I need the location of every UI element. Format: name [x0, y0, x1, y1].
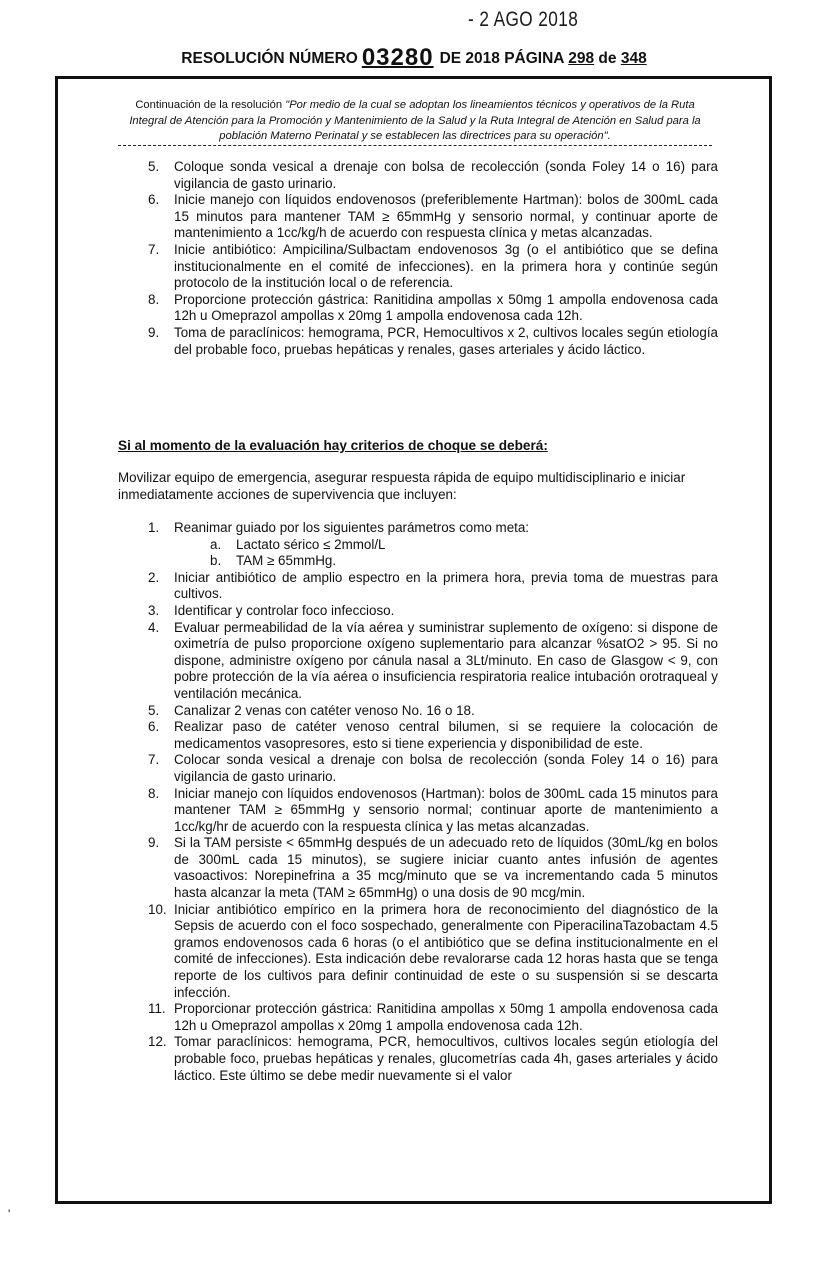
list-item-number: 10.	[148, 901, 167, 917]
page-current: 298	[568, 50, 595, 67]
list-item-text: Realizar paso de catéter venoso central bilumen, si se requiere la colocación de medicamentos vasopresores, esto si tiene experiencia y disponibilidad de este.	[174, 719, 718, 751]
list-item-text: Reanimar guiado por los siguientes parámetros como meta:	[174, 520, 530, 535]
list-item-text: Proporcione protección gástrica: Ranitidina ampollas x 50mg 1 ampolla endovenosa cada 12h u Omeprazol ampollas x 20mg 1 ampolla endovenosa cada 12h.	[174, 291, 718, 324]
list-item-number: 8.	[148, 785, 160, 801]
sub-list-item	[174, 553, 718, 570]
date-stamp: - 2 AGO 2018	[468, 8, 579, 31]
list-item-text: Identificar y controlar foco infeccioso.	[174, 602, 395, 618]
list-item	[148, 325, 718, 358]
sub-list	[174, 537, 718, 570]
list-item	[148, 603, 718, 620]
list-item-text: Toma de paraclínicos: hemograma, PCR, Hemocultivos x 2, cultivos locales según etiología del probable foco, pruebas hepáticas y renales, gases arteriales y ácido láctico.	[174, 324, 718, 357]
shock-intro-paragraph: Movilizar equipo de emergencia, asegurar respuesta rápida de equipo multidisciplinario e iniciar inmediatamente acciones de supervivencia que incluyen:	[118, 470, 686, 502]
page-of-label: de	[598, 50, 617, 67]
list-item-number: 6.	[148, 192, 160, 208]
list-item-text: Tomar paraclínicos: hemograma, PCR, hemocultivos, cultivos locales según etiología del probable foco, pruebas hepáticas y renales, glucometrías cada 4h, gases arteriales y ácido láctico. Este último se debe medir nuevamente si el valor	[174, 1034, 718, 1083]
list-item-text: Inicie manejo con líquidos endovenosos (preferiblemente Hartman): bolos de 300mL cada 15 minutos para mantener TAM ≥ 65mmHg y sensorio normal, y continuar aporte de mantenimiento a 1cc/kg/h de acuerdo con respuesta clínica y metas alcanzadas.	[174, 192, 718, 241]
subtitle-lead: Continuación de la resolución	[135, 99, 286, 111]
list-item	[148, 570, 718, 603]
list-item	[148, 159, 718, 192]
resolution-label: RESOLUCIÓN NÚMERO	[181, 50, 358, 67]
list-item-number: 7.	[148, 241, 160, 257]
resolution-number: 03280	[361, 44, 434, 71]
page-total: 348	[620, 50, 647, 67]
list-item-text: Iniciar antibiótico empírico en la primera hora de reconocimiento del diagnóstico de la Sepsis de acuerdo con el foco sospechado, generalmente con PiperacilinaTazobactam 4.5 gramos endovenosos cada 6 horas (o el antibiótico que se defina institucionalmente en el comité de infecciones). Esta indicación debe revalorarse cada 12 horas hasta que se tenga reporte de los cultivos para definir continuidad de este o su suspensión si se descarta infección.	[174, 901, 718, 1000]
sub-list-item	[174, 537, 718, 554]
list-item-number: 9.	[148, 835, 160, 851]
list-item-number: 8.	[148, 291, 160, 307]
list-item-text: Iniciar antibiótico de amplio espectro en la primera hora, previa toma de muestras para cultivos.	[174, 569, 718, 602]
list-item-number: 1.	[148, 520, 160, 535]
subtitle-quote: "Por medio de la cual se adoptan los lineamientos técnicos y operativos de la Ruta Integral de Atención para la Promoción y Mantenimiento de la Salud y la Ruta Integral de Atención en Salud para la población Materno Perinatal y se establecen las directrices para su operación".	[129, 99, 701, 142]
list-item-number: 7.	[148, 752, 160, 768]
list-item-text: Inicie antibiótico: Ampicilina/Sulbactam endovenosos 3g (o el antibiótico que se defina institucionalmente en el comité de infecciones). en la primera hora y continúe según protocolo de la institución local o de referencia.	[174, 241, 718, 291]
list-item-number: 9.	[148, 324, 160, 340]
list-item	[148, 752, 718, 785]
list-item	[148, 520, 718, 570]
year-page-label: DE 2018 PÁGINA	[439, 50, 564, 67]
list-item-number: 6.	[148, 719, 160, 735]
numbered-list-continued	[148, 159, 718, 358]
list-item	[148, 242, 718, 292]
list-item-number: 2.	[148, 569, 160, 585]
list-item-number: 5.	[148, 702, 160, 718]
list-item-text: Coloque sonda vesical a drenaje con bolsa de recolección (sonda Foley 14 o 16) para vigilancia de gasto urinario.	[174, 159, 718, 191]
list-item-text: Evaluar permeabilidad de la vía aérea y suministrar suplemento de oxígeno: si dispone de oximetría de pulso proporcione oxígeno suplementario para alcanzar %satO2 > 95. Si no dispone, administre oxígeno por cánula nasal a 3Lt/minuto. En caso de Glasgow < 9, con pobre protección de la vía aérea o insuficiencia respiratoria realice intubación orotraqueal y ventilación mecánica.	[174, 619, 718, 701]
list-item	[148, 902, 718, 1002]
list-item	[148, 719, 718, 752]
list-item	[148, 292, 718, 325]
list-item	[148, 620, 718, 703]
page-header	[0, 44, 828, 72]
list-item	[148, 1001, 718, 1034]
shock-actions-list	[148, 520, 718, 1084]
list-item-text: Proporcionar protección gástrica: Ranitidina ampollas x 50mg 1 ampolla endovenosa cada 12h u Omeprazol ampollas x 20mg 1 ampolla endovenosa cada 12h.	[174, 1001, 718, 1033]
sub-list-item-letter: a.	[210, 536, 222, 552]
list-item	[148, 786, 718, 836]
shock-criteria-heading: Si al momento de la evaluación hay criterios de choque se deberá:	[118, 438, 548, 453]
list-item-text: Canalizar 2 venas con catéter venoso No. 16 o 18.	[174, 702, 475, 718]
list-item	[148, 835, 718, 901]
resolution-subtitle	[118, 98, 712, 145]
list-item-number: 3.	[148, 602, 160, 618]
dashed-divider	[118, 145, 712, 146]
sub-list-item-text: Lactato sérico ≤ 2mmol/L	[236, 536, 386, 552]
list-item	[148, 703, 718, 720]
list-item	[148, 1034, 718, 1084]
sub-list-item-letter: b.	[210, 553, 222, 569]
scan-mark: '	[8, 1207, 11, 1221]
list-item-number: 4.	[148, 619, 160, 635]
list-item-text: Si la TAM persiste < 65mmHg después de un adecuado reto de líquidos (30mL/kg en bolos de 300mL cada 15 minutos), se sugiere iniciar cuanto antes infusión de agentes vasoactivos: Norepinefrina a 35 mcg/minuto que se va incrementando cada 5 minutos hasta alcanzar la meta (TAM ≥ 65mmHg) o una dosis de 90 mcg/min.	[174, 835, 718, 901]
sub-list-item-text: TAM ≥ 65mmHg.	[236, 553, 337, 569]
list-item-text: Colocar sonda vesical a drenaje con bolsa de recolección (sonda Foley 14 o 16) para vigilancia de gasto urinario.	[174, 752, 718, 784]
list-item	[148, 192, 718, 242]
list-item-number: 11.	[148, 1001, 166, 1017]
list-item-number: 5.	[148, 159, 160, 174]
list-item-number: 12.	[148, 1034, 167, 1050]
list-item-text: Iniciar manejo con líquidos endovenosos (Hartman): bolos de 300mL cada 15 minutos para mantener TAM ≥ 65mmHg y sensorio normal; continuar aporte de mantenimiento a 1cc/kg/hr de acuerdo con la respuesta clínica y las metas alcanzadas.	[174, 785, 718, 834]
